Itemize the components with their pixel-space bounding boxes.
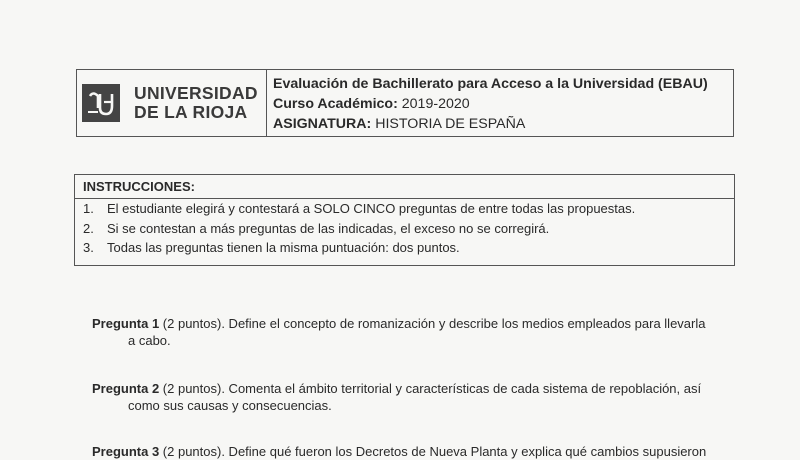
question-line	[92, 380, 722, 397]
academic-year-value: 2019-2020	[401, 96, 470, 112]
question-text: (2 puntos). Comenta el ámbito territorial y características de cada sistema de repoblación, así	[159, 381, 702, 396]
instructions-list	[75, 199, 734, 258]
question-text-continued: a cabo.	[128, 333, 171, 348]
question-text: (2 puntos). Define qué fueron los Decretos de Nueva Planta y explica qué cambios supusieron	[159, 444, 707, 459]
subject-label: ASIGNATURA:	[273, 116, 372, 132]
university-name	[134, 84, 258, 122]
instruction-item	[75, 199, 734, 219]
instruction-number: 3.	[83, 240, 94, 255]
university-emblem-icon	[82, 84, 120, 122]
subject	[273, 114, 708, 134]
university-logo	[77, 70, 267, 136]
question-text-continued: como sus causas y consecuencias.	[128, 398, 332, 413]
instruction-item	[75, 219, 734, 239]
question-2	[92, 380, 722, 414]
question-3	[92, 443, 722, 460]
exam-title: Evaluación de Bachillerato para Acceso a la Universidad (EBAU)	[273, 76, 708, 92]
question-1	[92, 315, 722, 349]
instructions-title: INSTRUCCIONES:	[75, 175, 734, 199]
exam-info	[267, 70, 708, 136]
question-label: Pregunta 3	[92, 444, 160, 459]
exam-header	[76, 69, 734, 137]
instruction-text: Todas las preguntas tienen la misma puntuación: dos puntos.	[107, 240, 460, 255]
instruction-text: El estudiante elegirá y contestará a SOLO CINCO preguntas de entre todas las propuestas.	[107, 201, 636, 216]
subject-value: HISTORIA DE ESPAÑA	[375, 116, 526, 132]
university-name-line1: UNIVERSIDAD	[134, 83, 258, 103]
question-label: Pregunta 1	[92, 316, 160, 331]
instructions-box	[74, 174, 735, 266]
question-label: Pregunta 2	[92, 381, 160, 396]
academic-year	[273, 94, 708, 114]
instruction-number: 2.	[83, 220, 94, 236]
instruction-item	[75, 238, 734, 258]
question-line	[92, 315, 722, 332]
question-line	[92, 443, 722, 460]
university-name-line2: DE LA RIOJA	[134, 102, 248, 122]
academic-year-label: Curso Académico:	[273, 96, 398, 112]
instruction-text: Si se contestan a más preguntas de las indicadas, el exceso no se corregirá.	[107, 220, 550, 236]
instruction-number: 1.	[83, 201, 94, 216]
question-text: (2 puntos). Define el concepto de romanización y describe los medios empleados para llevarla	[159, 316, 706, 331]
